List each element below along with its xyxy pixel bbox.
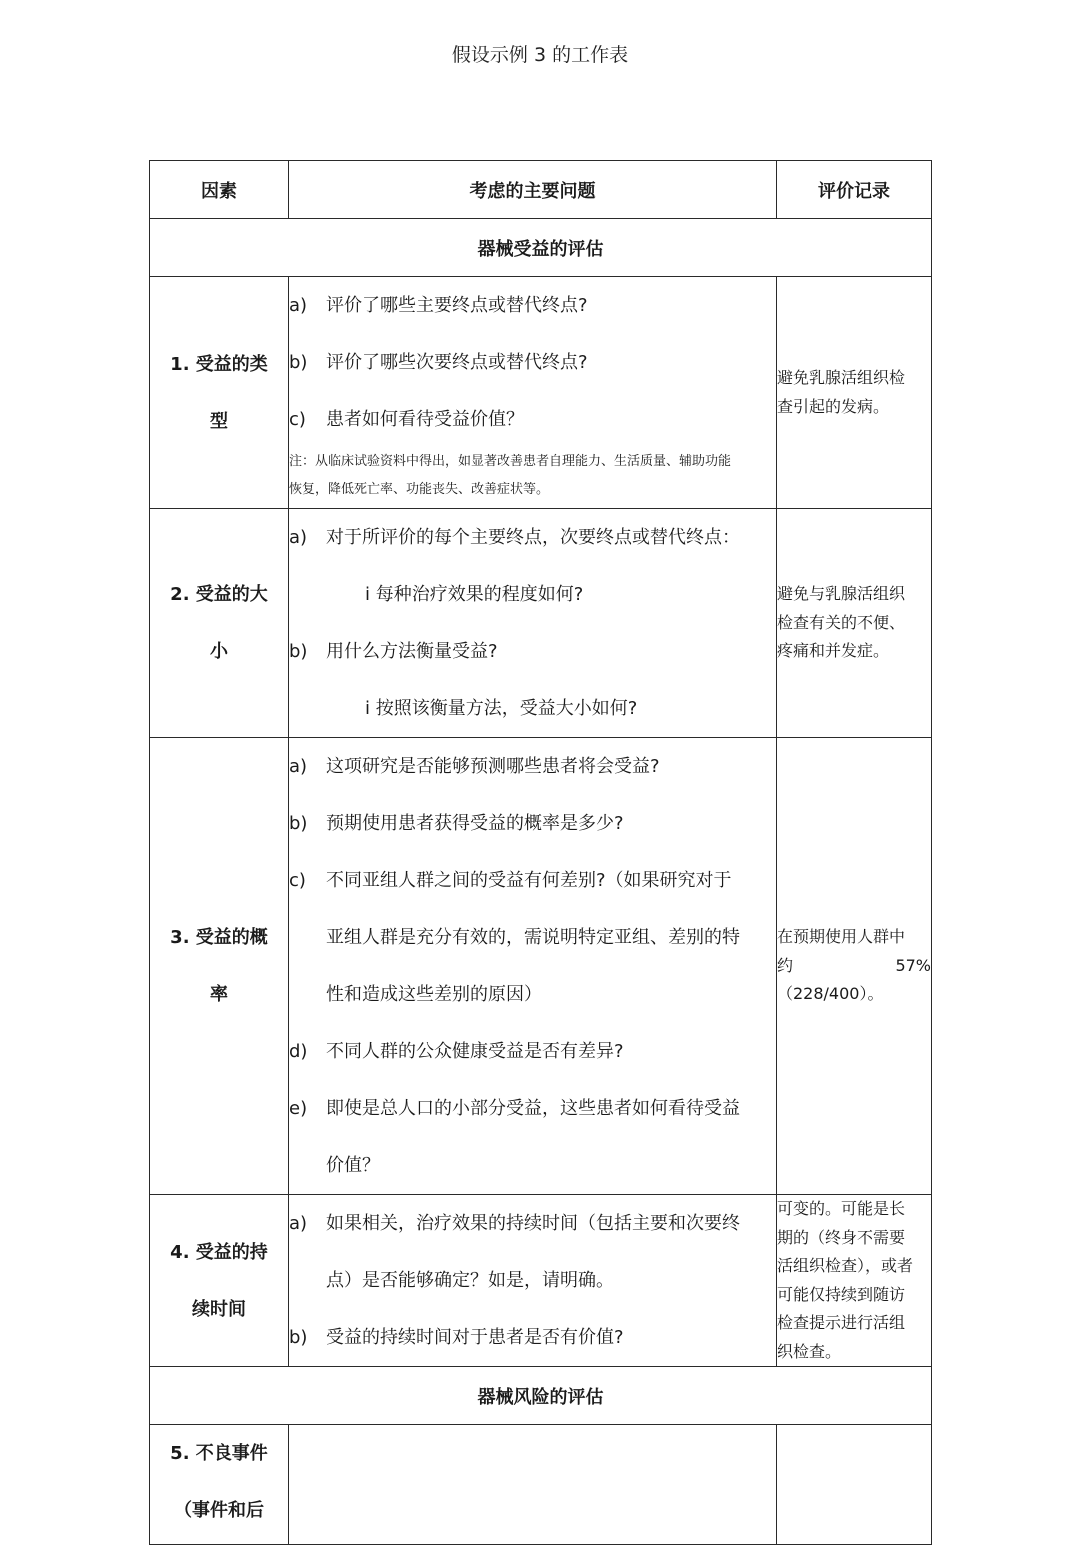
header-questions: 考虑的主要问题 bbox=[289, 161, 777, 219]
question-item: b) 受益的持续时间对于患者是否有价值? bbox=[289, 1327, 624, 1348]
question-item: a) 对于所评价的每个主要终点，次要终点或替代终点： bbox=[289, 527, 740, 548]
question-item: d) 不同人群的公众健康受益是否有差异? bbox=[289, 1041, 624, 1062]
question-item: b) 评价了哪些次要终点或替代终点? bbox=[289, 352, 588, 373]
sub-question: i 每种治疗效果的程度如何? bbox=[365, 584, 584, 605]
factor-cell: 4. 受益的持 续时间 bbox=[150, 1195, 289, 1367]
header-record: 评价记录 bbox=[777, 161, 932, 219]
record-cell bbox=[777, 1425, 932, 1545]
question-item: a) 这项研究是否能够预测哪些患者将会受益? bbox=[289, 756, 660, 777]
table-row bbox=[150, 509, 932, 738]
question-item: c) 患者如何看待受益价值？ bbox=[289, 409, 524, 430]
document-title: 假设示例 3 的工作表 bbox=[451, 44, 629, 66]
section-row bbox=[150, 219, 932, 277]
record-cell: 避免乳腺活组织检 查引起的发病。 bbox=[777, 277, 932, 509]
questions-cell bbox=[289, 277, 777, 509]
table-row bbox=[150, 738, 932, 1195]
table-row bbox=[150, 1195, 932, 1367]
worksheet-table bbox=[149, 160, 932, 1545]
questions-cell bbox=[289, 1195, 777, 1367]
record-cell: 在预期使用人群中 约 57% （228/400）。 bbox=[777, 738, 932, 1195]
section-risk: 器械风险的评估 bbox=[150, 1367, 932, 1425]
section-row bbox=[150, 1367, 932, 1425]
question-item: b) 预期使用患者获得受益的概率是多少? bbox=[289, 813, 624, 834]
question-item: c) 不同亚组人群之间的受益有何差别?（如果研究对于 亚组人群是充分有效的，需说明特定亚组、差别的特 性和造成这些差别的原因） bbox=[289, 870, 740, 1005]
questions-cell bbox=[289, 509, 777, 738]
sub-question: i 按照该衡量方法，受益大小如何? bbox=[365, 698, 638, 719]
section-benefit: 器械受益的评估 bbox=[150, 219, 932, 277]
header-row bbox=[150, 161, 932, 219]
note-text: 注：从临床试验资料中得出，如显著改善患者自理能力、生活质量、辅助功能 恢复，降低死亡率、功能丧失、改善症状等。 bbox=[289, 454, 732, 497]
table-row bbox=[150, 277, 932, 509]
factor-cell: 3. 受益的概 率 bbox=[150, 738, 289, 1195]
table-row bbox=[150, 1425, 932, 1545]
header-factor: 因素 bbox=[150, 161, 289, 219]
factor-cell: 2. 受益的大 小 bbox=[150, 509, 289, 738]
record-cell: 可变的。可能是长 期的（终身不需要 活组织检查），或者 可能仅持续到随访 检查提示进行活组 织检查。 bbox=[777, 1195, 932, 1367]
question-item: b) 用什么方法衡量受益? bbox=[289, 641, 498, 662]
questions-cell bbox=[289, 1425, 777, 1545]
factor-cell: 5. 不良事件 （事件和后 bbox=[150, 1425, 289, 1545]
factor-cell: 1. 受益的类 型 bbox=[150, 277, 289, 509]
record-cell: 避免与乳腺活组织 检查有关的不便、 疼痛和并发症。 bbox=[777, 509, 932, 738]
question-item: e) 即使是总人口的小部分受益，这些患者如何看待受益 价值？ bbox=[289, 1098, 740, 1176]
question-item: a) 如果相关，治疗效果的持续时间（包括主要和次要终 点）是否能够确定？如是，请明确。 bbox=[289, 1213, 740, 1291]
questions-cell bbox=[289, 738, 777, 1195]
question-item: a) 评价了哪些主要终点或替代终点? bbox=[289, 295, 588, 316]
